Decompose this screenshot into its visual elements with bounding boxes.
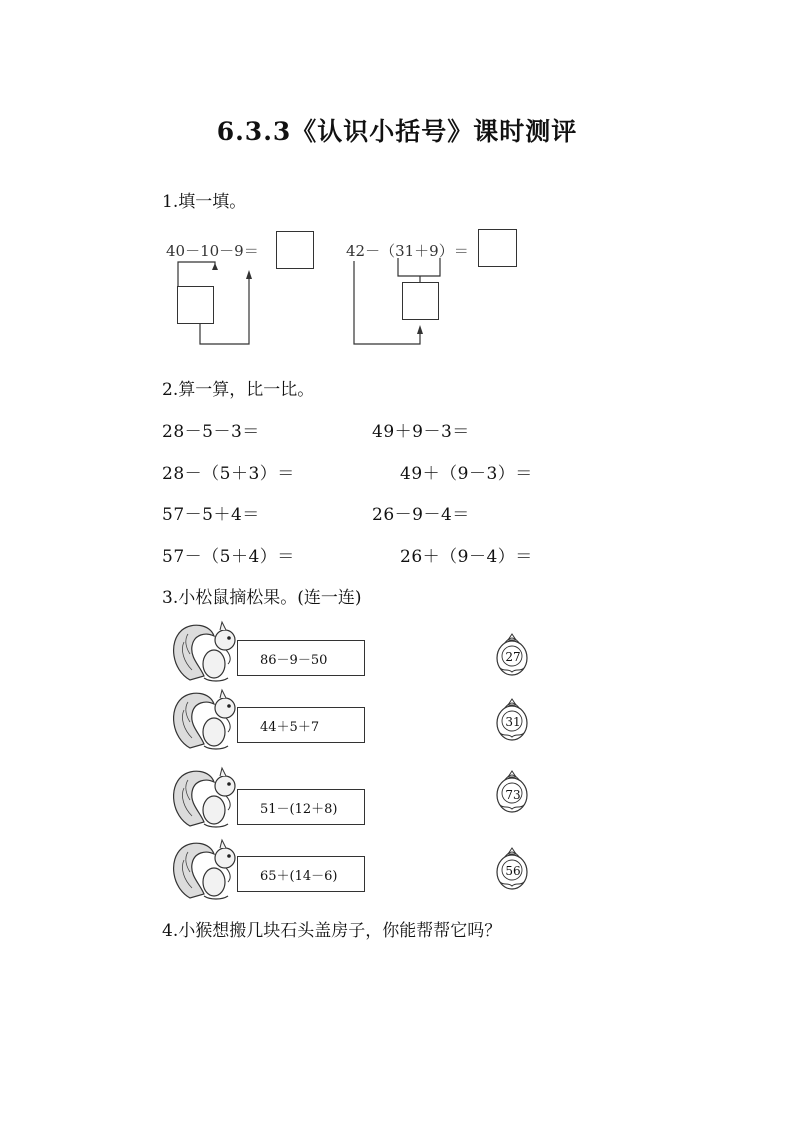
diagram-right-expression: 42－（31＋9）＝: [346, 242, 469, 260]
squirrel-icon: [170, 838, 240, 903]
expression-box[interactable]: [237, 789, 365, 825]
eq-row1-left: 28－5－3＝: [162, 422, 260, 442]
squirrel-icon: [170, 620, 240, 685]
eq-row2-left: 28－（5＋3）＝: [162, 464, 295, 484]
diagram-left-expression: 40－10－9＝: [166, 242, 259, 260]
eq-row3-left: 57－5＋4＝: [162, 505, 260, 525]
expression-box[interactable]: [237, 707, 365, 743]
expression-box[interactable]: [237, 856, 365, 892]
page-title: 6.3.3《认识小括号》课时测评: [216, 117, 578, 146]
squirrel-icon: [170, 766, 240, 831]
eq-row2-right: 49＋（9－3）＝: [400, 464, 533, 484]
pinecone-number: 31: [505, 715, 521, 729]
pinecone-number: 73: [505, 788, 521, 802]
section-4-heading: 4.小猴想搬几块石头盖房子，你能帮帮它吗？: [162, 921, 502, 941]
expression-label: 51－(12＋8): [260, 801, 338, 817]
expression-label: 44＋5＋7: [260, 719, 320, 735]
pinecone-number: 27: [505, 650, 521, 664]
section-3-heading: 3.小松鼠摘松果。(连一连): [162, 588, 362, 608]
eq-row1-right: 49＋9－3＝: [372, 422, 470, 442]
diagram-right-answer-box[interactable]: [478, 229, 517, 267]
section-1-heading: 1.填一填。: [162, 192, 247, 212]
diagram-left-arrows: [0, 0, 794, 400]
pinecone-number: 56: [505, 864, 521, 878]
eq-row4-right: 26＋（9－4）＝: [400, 547, 533, 567]
eq-row4-left: 57－（5＋4）＝: [162, 547, 295, 567]
expression-label: 86－9－50: [260, 652, 328, 668]
expression-label: 65＋(14－6): [260, 868, 338, 884]
section-2-heading: 2.算一算，比一比。: [162, 380, 315, 400]
expression-box[interactable]: [237, 640, 365, 676]
squirrel-icon: [170, 688, 240, 753]
eq-row3-right: 26－9－4＝: [372, 505, 470, 525]
diagram-right-step-box[interactable]: [402, 282, 439, 320]
